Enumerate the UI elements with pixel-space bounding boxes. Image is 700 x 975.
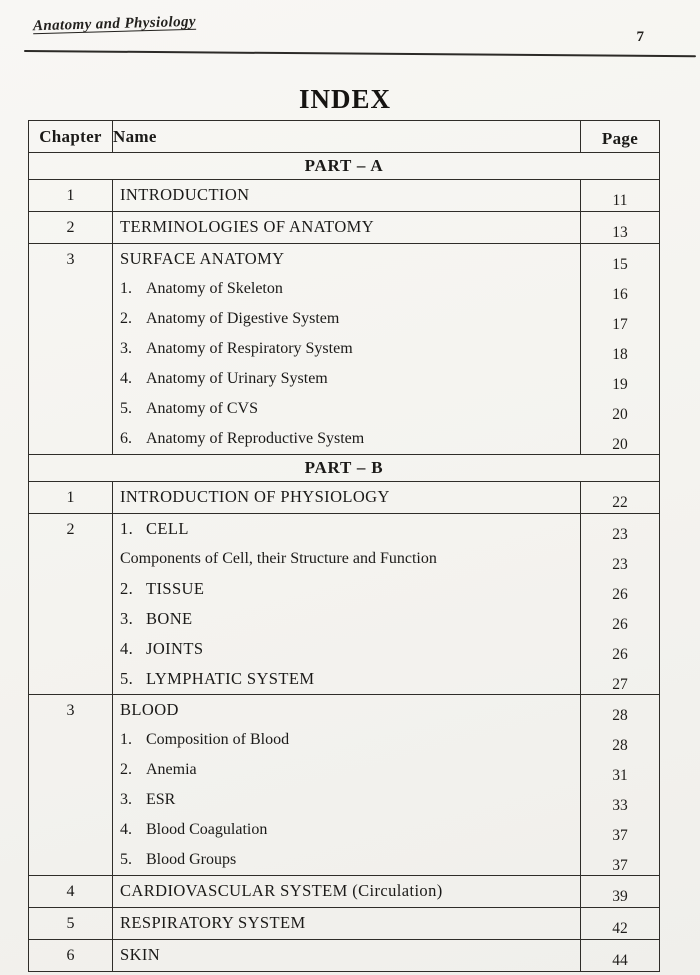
entry-text: Blood Coagulation [146, 821, 268, 838]
entry-page: 26 [612, 586, 628, 603]
running-header-title: Anatomy and Physiology [32, 13, 197, 35]
page-column [581, 882, 659, 913]
chapter-row [29, 940, 659, 971]
page-column [581, 218, 659, 249]
entry-text: BONE [146, 609, 193, 628]
entry-number: 6. [120, 430, 132, 447]
part-divider-row [29, 455, 659, 482]
entry-number: 5. [120, 669, 134, 688]
entry-page: 11 [612, 192, 628, 209]
entry-page: 33 [612, 797, 628, 814]
page-column [581, 488, 659, 519]
entry-name [113, 212, 580, 242]
entry-name [113, 940, 580, 970]
entry-name [113, 334, 580, 364]
page-column [581, 250, 659, 460]
entry-name [113, 815, 580, 845]
entry-page: 13 [612, 224, 628, 241]
entry-page: 28 [612, 707, 628, 724]
entry-number: 1. [120, 519, 134, 538]
entry-number: 1. [120, 280, 132, 297]
entry-name [113, 544, 580, 574]
entry-page: 17 [612, 316, 628, 333]
chapter-row [29, 695, 659, 876]
entry-text: Anatomy of Urinary System [146, 370, 328, 387]
entry-text: Blood Groups [146, 851, 237, 868]
entry-page: 28 [612, 737, 628, 754]
entry-text: ESR [146, 791, 176, 808]
entry-page: 19 [612, 376, 628, 393]
column-header-page: Page [601, 129, 639, 148]
entry-name [113, 908, 580, 938]
entry-page: 20 [612, 406, 628, 423]
entry-text: Anatomy of Respiratory System [146, 340, 353, 357]
name-column [113, 212, 581, 243]
column-header-name: Name [113, 121, 581, 152]
entry-text: JOINTS [146, 639, 204, 658]
name-column [113, 940, 581, 971]
entry-page: 26 [612, 646, 628, 663]
entry-page: 31 [612, 767, 628, 784]
entry-number: 3. [120, 609, 134, 628]
entry-text: Anatomy of Skeleton [146, 280, 283, 297]
chapter-number: 3 [29, 695, 113, 875]
entry-number: 3. [120, 340, 132, 357]
entry-text: Anatomy of Reproductive System [146, 430, 365, 447]
entry-page: 44 [612, 952, 628, 969]
entry-page: 27 [612, 676, 628, 693]
header-rule [24, 50, 696, 57]
entry-name [113, 180, 580, 210]
chapter-number: 5 [29, 908, 113, 939]
entry-page: 16 [612, 286, 628, 303]
entry-name [113, 876, 580, 906]
chapter-row [29, 212, 659, 244]
entry-name [113, 304, 580, 334]
entry-name [113, 755, 580, 785]
entry-number: 5. [120, 400, 132, 417]
entry-name [113, 634, 580, 664]
chapter-number: 1 [29, 180, 113, 211]
entry-name [113, 574, 580, 604]
entry-text: Anemia [146, 761, 197, 778]
page-column [581, 914, 659, 945]
entry-name [113, 664, 580, 694]
entry-name [113, 274, 580, 304]
entry-name [113, 244, 580, 274]
part-label: PART – B [304, 458, 384, 477]
entry-text: RESPIRATORY SYSTEM [120, 913, 306, 932]
table-header-row [29, 121, 659, 153]
chapter-row [29, 908, 659, 940]
entry-number: 4. [120, 370, 132, 387]
name-column [113, 244, 581, 454]
entry-text: CARDIOVASCULAR SYSTEM (Circulation) [120, 881, 443, 900]
entry-page: 39 [612, 888, 628, 905]
name-column [113, 180, 581, 211]
entry-text: Components of Cell, their Structure and Function [120, 550, 437, 567]
entry-text: Anatomy of Digestive System [146, 310, 340, 327]
entry-page: 18 [612, 346, 628, 363]
chapter-number: 2 [29, 212, 113, 243]
chapter-number: 1 [29, 482, 113, 513]
index-table [28, 120, 660, 972]
entry-text: CELL [146, 519, 189, 538]
entry-number: 2. [120, 761, 132, 778]
page-column [581, 520, 659, 700]
page-column [581, 186, 659, 217]
entry-number: 5. [120, 851, 132, 868]
entry-name [113, 725, 580, 755]
entry-text: INTRODUCTION OF PHYSIOLOGY [120, 487, 390, 506]
entry-text: BLOOD [120, 700, 179, 719]
entry-page: 20 [612, 436, 628, 453]
entry-page: 37 [612, 857, 628, 874]
entry-name [113, 785, 580, 815]
entry-page: 15 [612, 256, 628, 273]
entry-text: Anatomy of CVS [146, 400, 258, 417]
chapter-row [29, 244, 659, 455]
entry-name [113, 394, 580, 424]
chapter-row [29, 876, 659, 908]
page-column [581, 701, 659, 881]
page-title: INDEX [298, 84, 391, 114]
name-column [113, 876, 581, 907]
chapter-row [29, 482, 659, 514]
entry-page: 26 [612, 616, 628, 633]
entry-page: 23 [612, 526, 628, 543]
entry-number: 4. [120, 639, 134, 658]
entry-text: INTRODUCTION [120, 185, 250, 204]
chapter-number: 3 [29, 244, 113, 454]
entry-name [113, 424, 580, 454]
name-column [113, 695, 581, 875]
name-column [113, 908, 581, 939]
chapter-number: 2 [29, 514, 113, 694]
page-column [581, 946, 659, 975]
entry-name [113, 604, 580, 634]
entry-name [113, 695, 580, 725]
part-divider-row [29, 153, 659, 180]
entry-text: SURFACE ANATOMY [120, 249, 285, 268]
name-column [113, 482, 581, 513]
name-column [113, 514, 581, 694]
chapter-row [29, 180, 659, 212]
entry-name [113, 364, 580, 394]
entry-text: TERMINOLOGIES OF ANATOMY [120, 217, 375, 236]
chapter-number: 4 [29, 876, 113, 907]
entry-page: 42 [612, 920, 628, 937]
entry-number: 2. [120, 579, 134, 598]
entry-number: 3. [120, 791, 132, 808]
entry-name [113, 514, 580, 544]
chapter-row [29, 514, 659, 695]
entry-text: SKIN [120, 945, 161, 964]
entry-page: 37 [612, 827, 628, 844]
page-number: 7 [636, 29, 644, 45]
entry-name [113, 482, 580, 512]
chapter-number: 6 [29, 940, 113, 971]
entry-number: 4. [120, 821, 132, 838]
entry-number: 1. [120, 731, 132, 748]
column-header-chapter: Chapter [29, 121, 113, 152]
entry-text: TISSUE [146, 579, 205, 598]
entry-text: Composition of Blood [146, 731, 290, 748]
entry-page: 22 [612, 494, 628, 511]
part-label: PART – A [304, 156, 384, 175]
entry-number: 2. [120, 310, 132, 327]
entry-text: LYMPHATIC SYSTEM [146, 669, 315, 688]
entry-name [113, 845, 580, 875]
entry-page: 23 [612, 556, 628, 573]
